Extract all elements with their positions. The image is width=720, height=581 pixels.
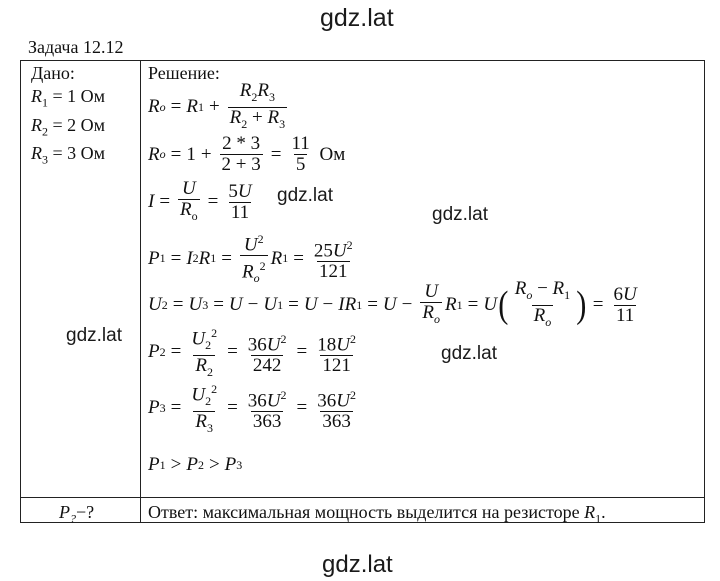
formula-voltage-u2: U 2 = U 3 = U − U 1 = U − IR 1 = U − $\frac{U}{R_o}$ R 1 = U ( $\frac{R_o - R_1}{R_o}$ ) = $\frac{6U}{11}$ bbox=[148, 279, 642, 332]
answer-text: Ответ: максимальная мощность выделится на резисторе $R_1$. bbox=[148, 502, 606, 526]
watermark: gdz.lat bbox=[322, 551, 393, 578]
given-item-r3: $R_3 = 3$ Ом bbox=[31, 143, 106, 167]
given-label: Дано: bbox=[31, 63, 75, 83]
formula-power-p1: P 1 = I 2 R 1 = $\frac{U^2}{R_o^2}$ R 1 = $\frac{25U^2}{121}$ bbox=[148, 229, 358, 288]
given-item-r1: $R_1 = 1$ Ом bbox=[31, 86, 106, 110]
task-title: Задача 12.12 bbox=[28, 37, 124, 57]
problem-table bbox=[20, 60, 705, 526]
row-divider bbox=[21, 497, 704, 498]
given-item-r2: $R_2 = 2$ Ом bbox=[31, 114, 106, 139]
answer-question: $P_?-$? bbox=[59, 502, 95, 526]
formula-equivalent-value: R o = 1 + $\frac{2 * 3}{2 + 3}$ = $\frac{11}{5}$ Ом bbox=[148, 133, 346, 175]
watermark: gdz.lat bbox=[441, 343, 497, 364]
watermark: gdz.lat bbox=[432, 204, 488, 225]
solution-label: Решение: bbox=[148, 63, 220, 83]
column-divider bbox=[140, 61, 141, 522]
watermark: gdz.lat bbox=[277, 185, 333, 206]
formula-equivalent-resistance: R o = R 1 + $\frac{R_2R_3}{R_2 + R_3}$ bbox=[148, 81, 290, 134]
watermark: gdz.lat bbox=[66, 325, 122, 346]
formula-current: I = $\frac{U}{R_o}$ = $\frac{5U}{11}$ bbox=[148, 179, 257, 226]
formula-power-p2: P 2 = $\frac{U_2^2}{R_2}$ = $\frac{36U^2}{242}$ = $\frac{18U^2}{121}$ bbox=[148, 323, 361, 382]
given-list bbox=[31, 85, 105, 171]
formula-comparison: P 1 > P 2 > P 3 bbox=[148, 454, 243, 475]
watermark: gdz.lat bbox=[320, 4, 394, 32]
formula-power-p3: P 3 = $\frac{U_2^2}{R_3}$ = $\frac{36U^2}{363}$ = $\frac{36U^2}{363}$ bbox=[148, 379, 361, 438]
